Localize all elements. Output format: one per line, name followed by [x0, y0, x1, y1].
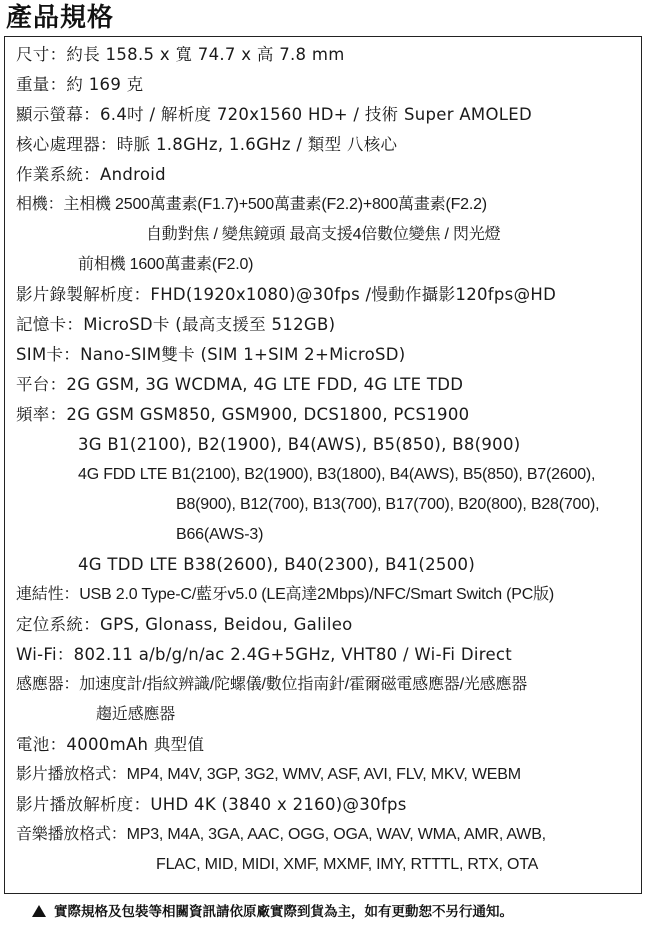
page-title: 產品規格 — [6, 3, 115, 33]
spec-audio-formats-cont: FLAC, MID, MIDI, XMF, MXMF, IMY, RTTTL, RTX, OTA — [156, 856, 539, 873]
spec-camera-main: 相機：主相機 2500萬畫素(F1.7)+500萬畫素(F2.2)+800萬畫素(F2.2) — [16, 196, 487, 213]
spec-frequency-4g-fdd-cont-2: B66(AWS-3) — [176, 526, 264, 543]
spec-cpu: 核心處理器：時脈 1.8GHz, 1.6GHz / 類型 八核心 — [16, 135, 398, 154]
spec-wifi: Wi-Fi：802.11 a/b/g/n/ac 2.4G+5GHz, VHT80 / Wi-Fi Direct — [16, 645, 513, 664]
spec-positioning: 定位系統：GPS, Glonass, Beidou, Galileo — [16, 615, 353, 634]
spec-frequency-3g: 3G B1(2100), B2(1900), B4(AWS), B5(850), B8(900) — [78, 435, 521, 454]
spec-video-formats: 影片播放格式：MP4, M4V, 3GP, 3G2, WMV, ASF, AVI, FLV, MKV, WEBM — [16, 766, 521, 783]
footer-note-text: 實際規格及包裝等相關資訊請依原廠實際到貨為主，如有更動恕不另行通知。 — [54, 904, 513, 920]
spec-memory-card: 記憶卡：MicroSD卡 (最高支援至 512GB) — [16, 315, 336, 334]
spec-sensors: 感應器：加速度計/指紋辨識/陀螺儀/數位指南針/霍爾磁電感應器/光感應器 — [16, 676, 528, 693]
spec-platform: 平台：2G GSM, 3G WCDMA, 4G LTE FDD, 4G LTE TDD — [16, 375, 464, 394]
spec-sensors-cont: 趨近感應器 — [96, 706, 176, 723]
spec-weight: 重量：約 169 克 — [16, 75, 144, 94]
spec-camera-main-features: 自動對焦 / 變焦鏡頭 最高支援4倍數位變焦 / 閃光燈 — [146, 226, 501, 243]
spec-camera-front: 前相機 1600萬畫素(F2.0) — [78, 256, 254, 273]
spec-video-recording: 影片錄製解析度：FHD(1920x1080)@30fps /慢動作攝影120fps@HD — [16, 285, 557, 304]
spec-display: 顯示螢幕：6.4吋 / 解析度 720x1560 HD+ / 技術 Super AMOLED — [16, 105, 532, 124]
spec-connectivity: 連結性：USB 2.0 Type-C/藍牙v5.0 (LE高達2Mbps)/NFC/Smart Switch (PC版) — [16, 586, 555, 603]
spec-os: 作業系統：Android — [16, 165, 166, 184]
warning-triangle-icon — [32, 905, 46, 917]
spec-video-playback-resolution: 影片播放解析度：UHD 4K (3840 x 2160)@30fps — [16, 795, 407, 814]
spec-frequency-4g-fdd-cont: B8(900), B12(700), B13(700), B17(700), B20(800), B28(700), — [176, 496, 600, 513]
spec-audio-formats: 音樂播放格式：MP3, M4A, 3GA, AAC, OGG, OGA, WAV, WMA, AMR, AWB, — [16, 826, 546, 843]
spec-battery: 電池：4000mAh 典型值 — [16, 735, 205, 754]
footer-note — [32, 900, 513, 924]
spec-frequency-4g-tdd: 4G TDD LTE B38(2600), B40(2300), B41(2500) — [78, 555, 476, 574]
spec-size: 尺寸：約長 158.5 x 寬 74.7 x 高 7.8 mm — [16, 45, 345, 64]
spec-sim: SIM卡：Nano-SIM雙卡 (SIM 1+SIM 2+MicroSD) — [16, 345, 406, 364]
spec-frequency-2g: 頻率：2G GSM GSM850, GSM900, DCS1800, PCS1900 — [16, 405, 470, 424]
spec-frequency-4g-fdd: 4G FDD LTE B1(2100), B2(1900), B3(1800), B4(AWS), B5(850), B7(2600), — [78, 466, 596, 483]
